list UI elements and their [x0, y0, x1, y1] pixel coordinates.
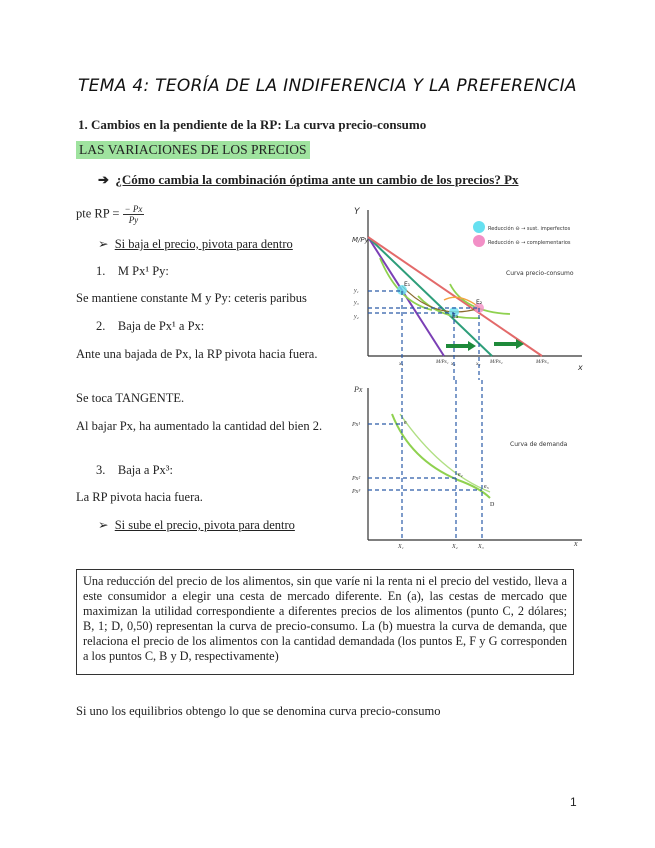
paragraph: La RP pivota hacia fuera. — [76, 490, 203, 504]
point-label: E₃ — [452, 313, 459, 320]
x-axis-label: x — [578, 363, 583, 372]
list-item-number: 1. — [96, 264, 106, 278]
y-axis-label: Y — [354, 207, 360, 217]
page-title: TEMA 4: TEORÍA DE LA INDIFERENCIA Y LA PREFERENCIA — [78, 76, 577, 96]
rp-prefix: pte RP = — [76, 206, 123, 221]
list-item-number: 3. — [96, 463, 106, 477]
page-number: 1 — [570, 795, 577, 809]
x-tick-label: x₁ — [399, 361, 404, 367]
legend-swatch-pink — [473, 235, 485, 247]
x-tick-label: x₃ — [451, 361, 456, 367]
list-item-text: Baja de Px¹ a Px: — [117, 319, 205, 333]
figure-caption-box: Una reducción del precio de los alimentos, sin que varíe ni la renta ni el precio del vestido, lleva a este consumidor a elegir una cesta de mercado diferente. En (a), las cestas de mercado que maximizan la utilidad correspondiente a diferentes precios de los alimentos (punto C, 2 dólares; B, 1; D, 0,50) representan la curva de precio-consumo. La (b) muestra la curva de demanda, que relaciona el precio de los alimentos con la cantidad demandada (los puntos E, F y G corresponden a los puntos C, B y D, respectivamente) — [76, 569, 574, 675]
highlighted-subheading: LAS VARIACIONES DE LOS PRECIOS — [76, 141, 310, 159]
budget-line-2 — [368, 237, 492, 356]
list-item-3 — [96, 462, 173, 478]
point-label: e₃ — [484, 484, 489, 490]
y-tick-label: Px³ — [352, 489, 361, 495]
budget-line-3 — [368, 237, 542, 356]
demand-end-label: D — [490, 502, 495, 508]
x-tick-label: M/Px₁ — [436, 360, 449, 365]
legend-label: Reducción ⊖ → sust. imperfectos — [488, 226, 571, 232]
x-tick-label: X₂ — [452, 544, 458, 550]
x-axis-label: x — [574, 539, 578, 548]
x-tick-label: M/Px₃ — [536, 360, 549, 365]
x-tick-label: X₃ — [478, 544, 484, 550]
closing-sentence: Si uno los equilibrios obtengo lo que se denomina curva precio-consumo — [76, 704, 441, 718]
point-label: E₂ — [476, 299, 483, 306]
list-item-2 — [96, 318, 204, 334]
paragraph: Se mantiene constante M y Py: ceteris paribus — [76, 291, 307, 305]
demand-curve — [400, 414, 490, 492]
point-label: e₂ — [458, 472, 463, 478]
x-tick-label: M/Px₂ — [490, 360, 503, 365]
question-line — [98, 172, 519, 188]
rp-numerator: − Px — [124, 204, 143, 214]
rp-slope-formula — [76, 204, 144, 225]
bullet-up — [98, 517, 295, 533]
arrow-icon: ➔ — [98, 172, 109, 187]
paragraph: Ante una bajada de Px, la RP pivota hacia fuera. — [76, 347, 318, 361]
list-item-text: M Px¹ Py: — [117, 264, 169, 278]
demand-curve-figure — [340, 380, 590, 552]
list-item-text: Baja a Px³: — [117, 463, 174, 477]
ppc-label: Curva precio-consumo — [506, 270, 574, 277]
legend-swatch-cyan — [473, 221, 485, 233]
y-axis-label: Px — [354, 385, 363, 394]
rp-fraction — [123, 204, 145, 225]
y-tick-label: y₁ — [354, 288, 359, 294]
y-tick-label: Px¹ — [352, 422, 361, 428]
bullet-icon: ➢ — [98, 518, 109, 532]
intercept-label: M/Py — [352, 236, 369, 244]
x-tick-label: X₁ — [398, 544, 404, 550]
y-tick-label: y₃ — [354, 300, 359, 306]
bullet-down-text: Si baja el precio, pivota para dentro — [114, 237, 293, 251]
section-heading: 1. Cambios en la pendiente de la RP: La curva precio-consumo — [78, 117, 427, 132]
rp-denominator: Py — [128, 215, 139, 225]
bullet-icon: ➢ — [98, 237, 109, 251]
question-text: ¿Cómo cambia la combinación óptima ante un cambio de los precios? Px — [115, 172, 519, 187]
bullet-down — [98, 236, 293, 252]
demand-curve-label: Curva de demanda — [510, 441, 568, 448]
y-tick-label: Px² — [352, 476, 361, 482]
paragraph: Al bajar Px, ha aumentado la cantidad del bien 2. — [76, 419, 323, 433]
price-consumption-figure — [340, 200, 590, 380]
point-label: E₁ — [404, 281, 411, 288]
guide-lines — [368, 291, 479, 380]
paragraph: Se toca TANGENTE. — [76, 391, 185, 405]
list-item-1 — [96, 263, 169, 279]
x-tick-label: x₂ — [476, 361, 481, 367]
point-label: e — [404, 420, 407, 426]
legend-label: Reducción ⊖ → complementarios — [488, 240, 571, 246]
y-tick-label: y₂ — [354, 314, 359, 320]
bullet-up-text: Si sube el precio, pivota para dentro — [114, 518, 295, 532]
list-item-number: 2. — [96, 319, 106, 333]
arrow-head-icon — [468, 341, 476, 351]
